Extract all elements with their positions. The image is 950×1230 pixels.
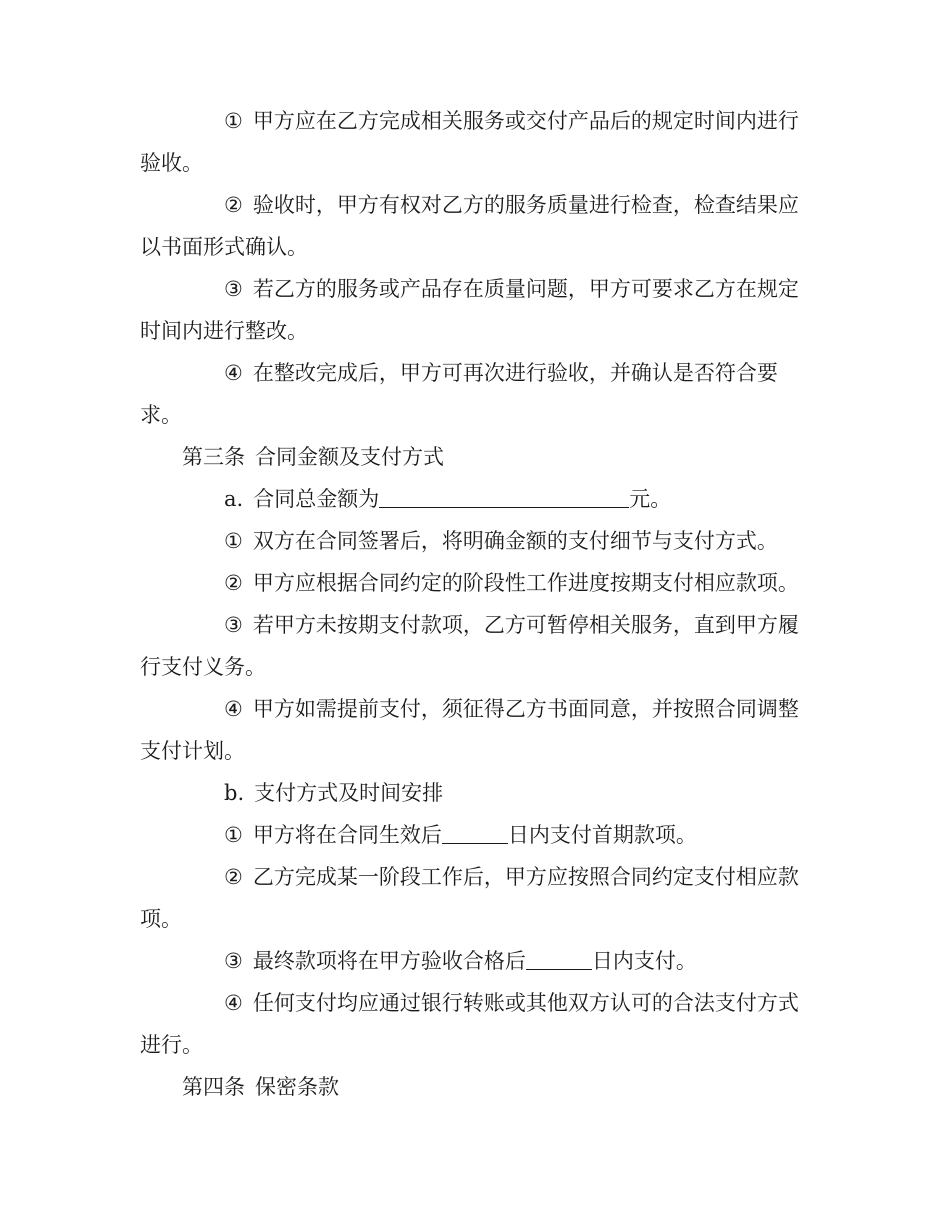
item-text-before: 甲方将在合同生效后	[252, 823, 442, 847]
item-marker: ②	[224, 571, 243, 595]
acceptance-item-4	[140, 352, 806, 436]
section-text-before: 合同总金额为	[253, 487, 380, 511]
amount-blank[interactable]	[379, 483, 629, 508]
item-marker: ①	[224, 823, 243, 847]
section-b-item-4	[140, 982, 806, 1066]
item-text: 验收时，甲方有权对乙方的服务质量进行检查，检查结果应以书面形式确认。	[140, 193, 799, 259]
item-text: 任何支付均应通过银行转账或其他双方认可的合法支付方式进行。	[140, 991, 799, 1057]
document-body	[140, 100, 806, 1108]
item-text: 在整改完成后，甲方可再次进行验收，并确认是否符合要求。	[140, 361, 778, 427]
section-b-line	[140, 772, 806, 814]
item-marker: ①	[224, 529, 243, 553]
acceptance-item-3	[140, 268, 806, 352]
section-a-item-3	[140, 604, 806, 688]
article-3-heading	[140, 436, 806, 478]
item-marker: ④	[224, 991, 243, 1015]
item-text: 甲方如需提前支付，须征得乙方书面同意，并按照合同调整支付计划。	[140, 697, 799, 763]
item-text-before: 最终款项将在甲方验收合格后	[252, 949, 526, 973]
item-text: 双方在合同签署后，将明确金额的支付细节与支付方式。	[252, 529, 778, 553]
article-number: 第三条	[182, 445, 245, 469]
section-text-after: 元。	[629, 487, 672, 511]
item-text-after: 日内支付首期款项。	[507, 823, 697, 847]
item-text: 甲方应在乙方完成相关服务或交付产品后的规定时间内进行验收。	[140, 109, 799, 175]
item-text: 乙方完成某一阶段工作后，甲方应按照合同约定支付相应款项。	[140, 865, 799, 931]
article-4-heading	[140, 1066, 806, 1108]
section-a-item-1	[140, 520, 806, 562]
item-text: 若甲方未按期支付款项，乙方可暂停相关服务，直到甲方履行支付义务。	[140, 613, 799, 679]
section-b-item-2	[140, 856, 806, 940]
acceptance-item-1	[140, 100, 806, 184]
item-text-after: 日内支付。	[591, 949, 697, 973]
section-a-line	[140, 478, 806, 520]
article-title: 保密条款	[255, 1075, 339, 1099]
section-a-item-2	[140, 562, 806, 604]
section-marker: b.	[224, 781, 245, 805]
article-title: 合同金额及支付方式	[255, 445, 444, 469]
section-marker: a.	[224, 487, 244, 511]
item-marker: ③	[224, 949, 243, 973]
item-marker: ②	[224, 865, 243, 889]
section-b-item-3	[140, 940, 806, 982]
item-marker: ②	[224, 193, 243, 217]
item-marker: ③	[224, 277, 243, 301]
item-text: 甲方应根据合同约定的阶段性工作进度按期支付相应款项。	[252, 571, 799, 595]
article-number: 第四条	[182, 1075, 245, 1099]
acceptance-item-2	[140, 184, 806, 268]
section-b-item-1	[140, 814, 806, 856]
days-blank[interactable]	[442, 819, 508, 844]
item-marker: ④	[224, 361, 243, 385]
item-text: 若乙方的服务或产品存在质量问题，甲方可要求乙方在规定时间内进行整改。	[140, 277, 799, 343]
item-marker: ④	[224, 697, 243, 721]
item-marker: ①	[224, 109, 243, 133]
section-text: 支付方式及时间安排	[254, 781, 444, 805]
item-marker: ③	[224, 613, 243, 637]
section-a-item-4	[140, 688, 806, 772]
days-blank[interactable]	[526, 945, 592, 970]
